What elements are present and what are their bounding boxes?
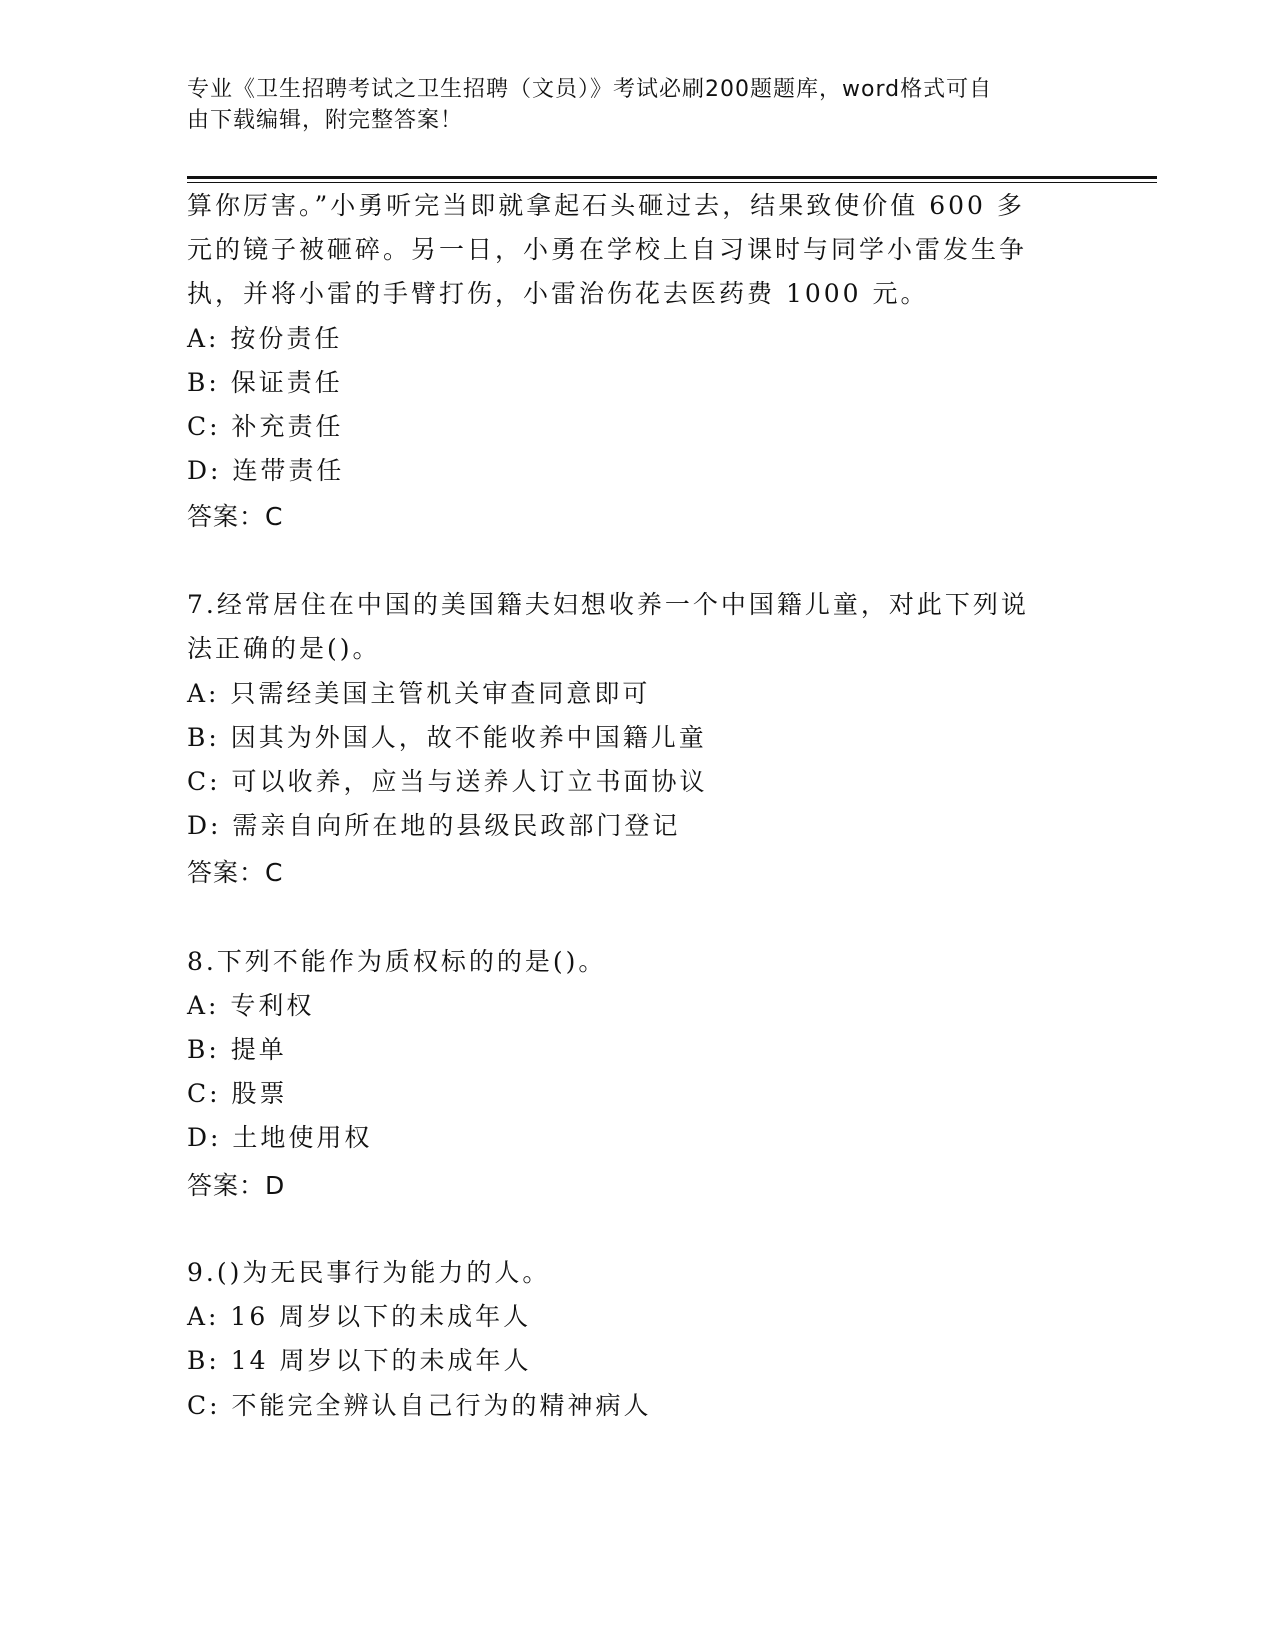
header-divider-thick bbox=[187, 176, 1157, 179]
q6-stem-line-1: 算你厉害。”小勇听完当即就拿起石头砸过去，结果致使价值 600 多 bbox=[187, 191, 1025, 220]
q6-option-c: C: 补充责任 bbox=[187, 412, 344, 441]
q9-option-a: A: 16 周岁以下的未成年人 bbox=[187, 1302, 532, 1331]
q9-option-c: C: 不能完全辨认自己行为的精神病人 bbox=[187, 1391, 652, 1420]
q6-stem-line-3: 执，并将小雷的手臂打伤，小雷治伤花去医药费 1000 元。 bbox=[187, 279, 929, 308]
q7-option-d: D: 需亲自向所在地的县级民政部门登记 bbox=[187, 811, 681, 840]
q8-option-b: B: 提单 bbox=[187, 1035, 287, 1064]
q8-option-a: A: 专利权 bbox=[187, 991, 315, 1020]
q9-stem-line-1: 9.()为无民事行为能力的人。 bbox=[187, 1258, 551, 1287]
q8-option-d: D: 土地使用权 bbox=[187, 1123, 373, 1152]
q7-option-a: A: 只需经美国主管机关审查同意即可 bbox=[187, 679, 651, 708]
q7-stem-line-2: 法正确的是()。 bbox=[187, 634, 381, 663]
q9-option-b: B: 14 周岁以下的未成年人 bbox=[187, 1346, 532, 1375]
q7-option-b: B: 因其为外国人，故不能收养中国籍儿童 bbox=[187, 723, 707, 752]
q8-answer: 答案：D bbox=[187, 1171, 286, 1200]
q8-option-c: C: 股票 bbox=[187, 1079, 288, 1108]
document-header bbox=[187, 74, 1067, 136]
q6-stem-line-2: 元的镜子被砸碎。另一日，小勇在学校上自习课时与同学小雷发生争 bbox=[187, 235, 1028, 264]
header-divider-thin bbox=[187, 182, 1157, 183]
q7-option-c: C: 可以收养，应当与送养人订立书面协议 bbox=[187, 767, 708, 796]
q6-option-d: D: 连带责任 bbox=[187, 456, 345, 485]
q7-answer: 答案：C bbox=[187, 858, 284, 887]
header-title-line-2: 由下载编辑，附完整答案！ bbox=[187, 108, 464, 133]
q8-stem-line-1: 8.下列不能作为质权标的的是()。 bbox=[187, 947, 607, 976]
q6-option-b: B: 保证责任 bbox=[187, 368, 343, 397]
header-title-line-1: 专业《卫生招聘考试之卫生招聘（文员）》考试必刷200题题库，word格式可自 bbox=[187, 77, 993, 102]
q7-stem-line-1: 7.经常居住在中国的美国籍夫妇想收养一个中国籍儿童，对此下列说 bbox=[187, 590, 1029, 619]
q6-answer: 答案：C bbox=[187, 502, 284, 531]
q6-option-a: A: 按份责任 bbox=[187, 324, 343, 353]
